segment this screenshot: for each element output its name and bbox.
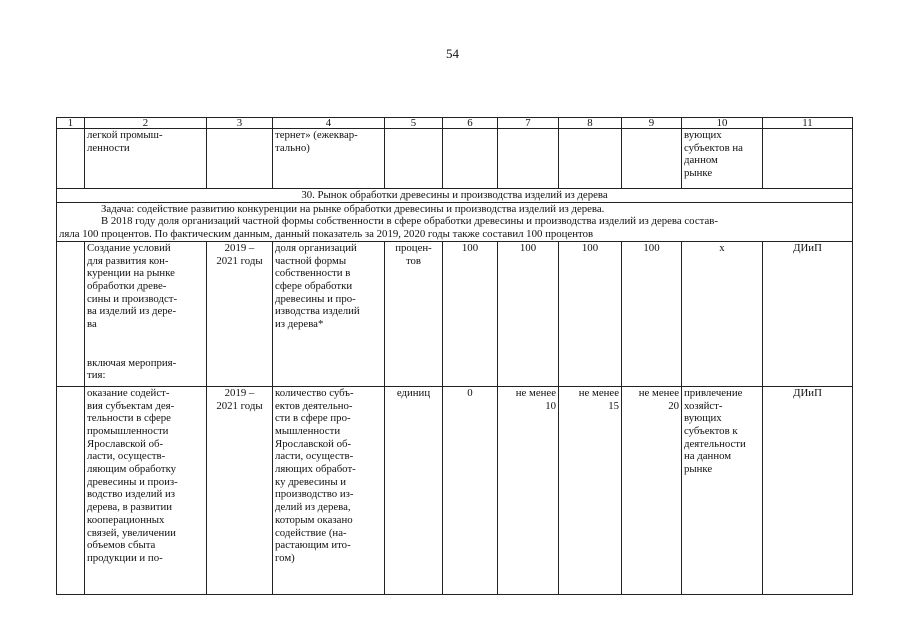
task-cell	[57, 202, 853, 241]
cell-executor: ДИиП	[763, 241, 853, 386]
measure-subtext: включая мероприя- тия:	[87, 356, 177, 382]
column-number: 3	[207, 118, 273, 129]
column-number: 9	[622, 118, 682, 129]
cell-value: 0	[443, 386, 498, 594]
cell-indicator: доля организаций частной формы собственности в сфере обработки древесины и про- изводства изделий из дерева*	[273, 241, 385, 386]
column-number: 7	[498, 118, 559, 129]
cell-value: 100	[622, 241, 682, 386]
cell-value: 100	[498, 241, 559, 386]
column-number-row	[57, 118, 853, 129]
cell-result: привлечение хозяйст- вующих субъектов к деятельности на данном рынке	[682, 386, 763, 594]
column-number: 4	[273, 118, 385, 129]
task-row	[57, 202, 853, 241]
cell-unit: процен- тов	[385, 241, 443, 386]
cell-result: х	[682, 241, 763, 386]
cell-indicator: количество субъ- ектов деятельно- сти в сфере про- мышленности Ярославской об- ласти, осуществ- ляющих обработ- ку древесины и производство из- делий из дерева, которым оказано содействие (на- растающим ито- гом)	[273, 386, 385, 594]
cell-measure: оказание содейст- вия субъектам дея- тельности в сфере промышленности Ярославской об- ласти, осуществ- ляющим обработку древесины и произ- водство изделий из дерева, в развитии кооперационных связей, увеличении объемов сбыта продукции и по-	[85, 386, 207, 594]
measure-text: Создание условий для развития кон- куренции на рынке обработки древе- сины и производст- ва изделий из дере- ва	[87, 241, 178, 331]
cell-indicator: тернет» (ежеквар- тально)	[273, 129, 385, 189]
cell-value: 100	[559, 241, 622, 386]
cell-measure	[85, 241, 207, 386]
section-row	[57, 189, 853, 203]
column-number: 5	[385, 118, 443, 129]
task-line: В 2018 году доля организаций частной формы собственности в сфере обработки древесины и производства изделий из дерева состав-	[101, 215, 718, 228]
cell-result: вующих субъектов на данном рынке	[682, 129, 763, 189]
cell-value: не менее 10	[498, 386, 559, 594]
column-number: 10	[682, 118, 763, 129]
task-line: ляла 100 процентов. По фактическим данным, данный показатель за 2019, 2020 годы также составил 100 процентов	[59, 228, 594, 241]
column-number: 6	[443, 118, 498, 129]
column-number: 8	[559, 118, 622, 129]
column-number: 11	[763, 118, 853, 129]
table-row	[57, 241, 853, 386]
cell-period: 2019 – 2021 годы	[207, 241, 273, 386]
section-title: 30. Рынок обработки древесины и производства изделий из дерева	[57, 189, 853, 203]
cell-unit: единиц	[385, 386, 443, 594]
column-number: 1	[57, 118, 85, 129]
table-row	[57, 386, 853, 594]
page-number: 54	[446, 46, 459, 61]
cell-value: 100	[443, 241, 498, 386]
table-row-continued	[57, 129, 853, 189]
cell-executor: ДИиП	[763, 386, 853, 594]
cell-value: не менее 20	[622, 386, 682, 594]
column-number: 2	[85, 118, 207, 129]
cell-period: 2019 – 2021 годы	[207, 386, 273, 594]
cell-measure: легкой промыш- ленности	[85, 129, 207, 189]
task-line: Задача: содействие развитию конкуренции на рынке обработки древесины и производства изделий из дерева.	[101, 202, 605, 215]
cell-value: не менее 15	[559, 386, 622, 594]
plan-table	[56, 117, 853, 595]
